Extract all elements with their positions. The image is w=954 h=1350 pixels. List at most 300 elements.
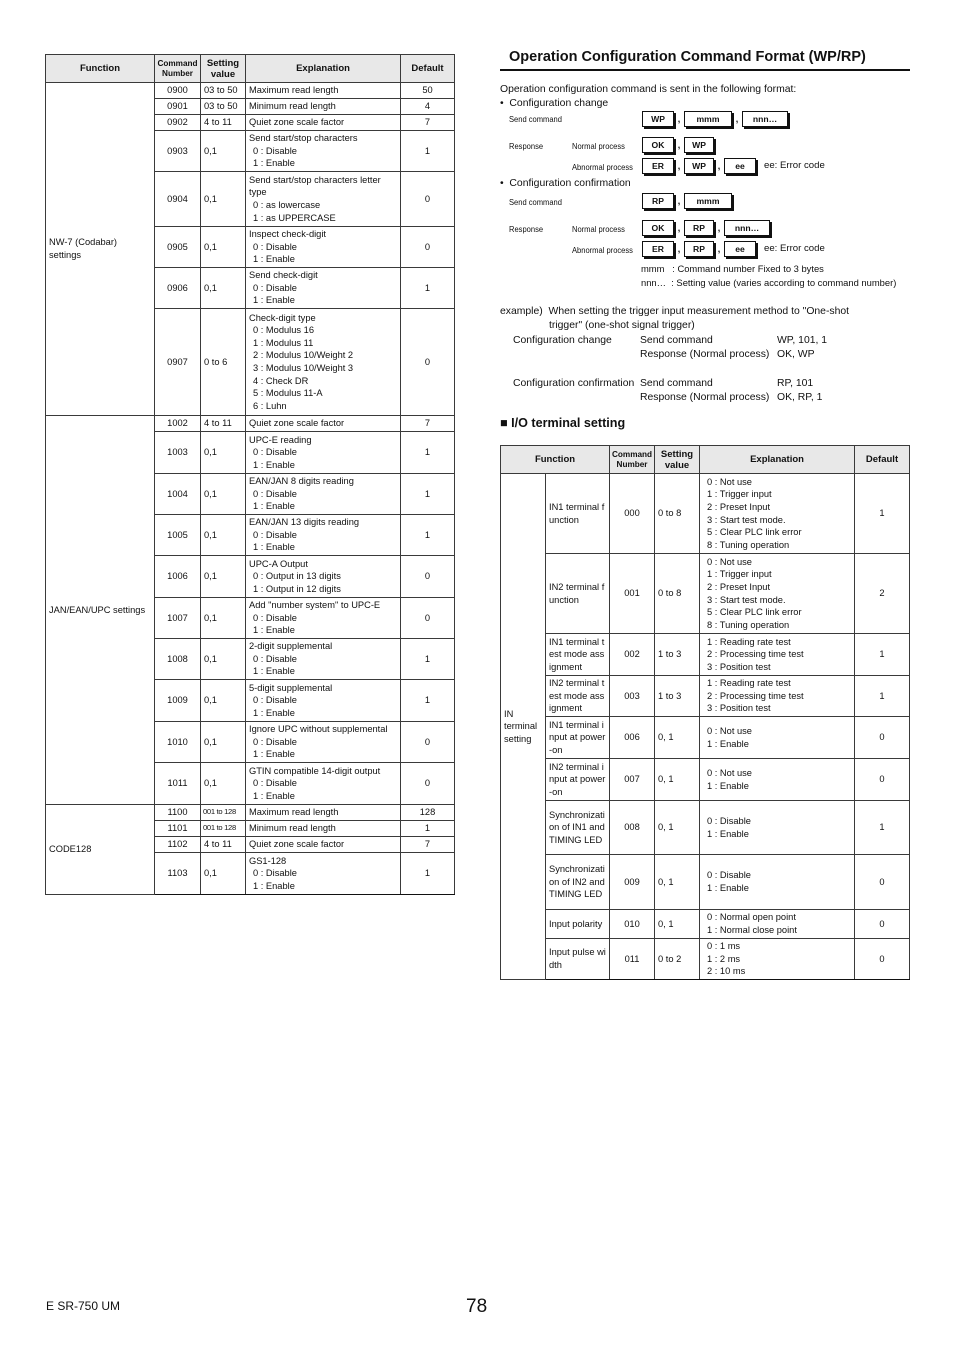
explanation-cell	[700, 759, 855, 801]
example-line-1: example) When setting the trigger input measurement method to "One-shot	[500, 306, 850, 317]
setting-value-cell: 0, 1	[655, 855, 700, 910]
setting-value-cell: 0, 1	[655, 801, 700, 855]
option-line: 1 : Output in 12 digits	[253, 583, 341, 594]
option-line: 1 : 2 ms	[707, 953, 741, 964]
option-line: 1 : Modulus 11	[253, 337, 314, 348]
option-line: 5 : Clear PLC link error	[707, 527, 802, 538]
default-cell: 0	[401, 309, 455, 416]
explanation-cell	[246, 556, 401, 598]
option-line: 1 : Reading rate test	[707, 678, 791, 689]
ee-box: ee	[724, 241, 756, 257]
explanation-cell	[246, 722, 401, 763]
option-line: 0 : Normal open point	[707, 912, 796, 923]
option-line: 1 : Enable	[707, 780, 749, 791]
default-cell: 128	[401, 805, 455, 821]
option-line: 2 : Modulus 10/Weight 2	[253, 350, 354, 361]
explanation-cell	[246, 115, 401, 131]
explanation-cell	[246, 99, 401, 115]
setting-value-cell: 4 to 11	[201, 416, 246, 432]
default-cell: 50	[401, 83, 455, 99]
command-number-cell: 010	[610, 910, 655, 939]
nnn-note: nnn… : Setting value (varies according to command number)	[641, 277, 897, 288]
command-number-cell: 007	[610, 759, 655, 801]
option-line: 0 : as lowercase	[253, 200, 321, 210]
explanation-cell	[246, 172, 401, 227]
option-line: 2 : Processing time test	[707, 690, 804, 701]
option-line: 0 : Disable	[253, 612, 297, 623]
table-row	[46, 416, 455, 432]
ee-box: ee	[724, 158, 756, 174]
er-box: ER	[642, 158, 674, 174]
command-number-cell: 006	[610, 717, 655, 759]
function-cell: IN2 terminal function	[546, 554, 610, 634]
example-send-command: Send command	[640, 378, 713, 389]
command-number-cell: 009	[610, 855, 655, 910]
option-line: 1 : Reading rate test	[707, 636, 791, 647]
explanation-cell	[246, 515, 401, 556]
explanation-line: UPC-A Output	[249, 558, 308, 569]
option-line: 0 : Modulus 16	[253, 325, 314, 336]
explanation-line: 2-digit supplemental	[249, 641, 333, 652]
option-line: 0 : Disable	[253, 695, 297, 706]
send-command-label: Send command	[509, 197, 562, 207]
explanation-cell	[700, 801, 855, 855]
function-cell: IN1 terminal test mode assignment	[546, 634, 610, 676]
setting-value-cell: 001 to 128	[201, 821, 246, 837]
command-number-cell: 008	[610, 801, 655, 855]
command-number-cell: 000	[610, 474, 655, 554]
option-line: 2 : Preset Input	[707, 501, 771, 512]
setting-value-cell: 03 to 50	[201, 99, 246, 115]
explanation-cell	[700, 855, 855, 910]
explanation-cell	[246, 432, 401, 474]
explanation-line: Maximum read length	[249, 807, 339, 818]
explanation-cell	[246, 853, 401, 895]
setting-value-cell: 0,1	[201, 639, 246, 680]
comma: ,	[677, 114, 681, 124]
setting-value-cell: 0,1	[201, 556, 246, 598]
intro-text: Operation configuration command is sent in the following format:	[500, 84, 797, 95]
command-number-cell: 1004	[155, 474, 201, 515]
setting-value-cell: 0,1	[201, 172, 246, 227]
wp-box: WP	[642, 111, 674, 127]
explanation-cell	[246, 598, 401, 639]
option-line: 0 : Disable	[253, 282, 297, 293]
rp-box: RP	[684, 220, 714, 236]
nnn-box: nnn…	[742, 111, 788, 127]
explanation-cell	[700, 634, 855, 676]
abnormal-process-label: Abnormal process	[572, 245, 633, 255]
command-number-cell: 0904	[155, 172, 201, 227]
er-box: ER	[642, 241, 674, 257]
function-cell: Input polarity	[546, 910, 610, 939]
option-line: 5 : Clear PLC link error	[707, 607, 802, 618]
change-abnormal-response-format	[642, 158, 756, 174]
command-number-cell: 1007	[155, 598, 201, 639]
table-row	[501, 759, 910, 801]
table-row	[501, 676, 910, 717]
error-code-note: ee: Error code	[764, 243, 825, 254]
option-line: 1 : Enable	[253, 625, 295, 636]
option-line: 2 : Processing time test	[707, 649, 804, 660]
command-number-cell: 1005	[155, 515, 201, 556]
option-line: 8 : Tuning operation	[707, 619, 790, 630]
explanation-cell	[246, 474, 401, 515]
rp-box: RP	[684, 241, 714, 257]
option-line: 1 : Enable	[253, 459, 295, 470]
section-title: Operation Configuration Command Format (WP/RP)	[500, 45, 910, 71]
setting-value-cell: 0,1	[201, 598, 246, 639]
table-row	[501, 474, 910, 554]
function-cell: Synchronization of IN1 and TIMING LED	[546, 801, 610, 855]
default-cell: 1	[401, 821, 455, 837]
function-cell: Input pulse width	[546, 939, 610, 980]
explanation-line: Send start/stop characters letter type	[249, 174, 381, 198]
header-setting-value: Setting value	[201, 55, 246, 83]
option-line: 0 : Disable	[253, 778, 297, 789]
function-cell: CODE128	[46, 805, 155, 895]
explanation-cell	[246, 805, 401, 821]
barcode-settings-body	[46, 83, 455, 895]
setting-value-cell: 0,1	[201, 432, 246, 474]
function-cell: JAN/EAN/UPC settings	[46, 416, 155, 805]
default-cell: 1	[401, 639, 455, 680]
option-line: 1 : Enable	[253, 295, 295, 306]
comma: ,	[735, 114, 739, 124]
explanation-cell	[246, 837, 401, 853]
option-line: 1 : Normal close point	[707, 925, 797, 935]
header-explanation: Explanation	[700, 446, 855, 474]
manual-id: E SR-750 UM	[46, 1299, 121, 1313]
example-send-command: Send command	[640, 335, 713, 346]
io-terminal-body	[501, 474, 910, 980]
command-number-cell: 011	[610, 939, 655, 980]
option-line: 1 : Enable	[707, 738, 749, 749]
setting-value-cell: 0,1	[201, 722, 246, 763]
explanation-line: Add "number system" to UPC-E	[249, 600, 381, 611]
option-line: 0 : Disable	[253, 653, 297, 664]
default-cell: 0	[401, 556, 455, 598]
default-cell: 7	[401, 416, 455, 432]
comma: ,	[717, 223, 721, 233]
default-cell: 0	[855, 855, 910, 910]
setting-value-cell: 0,1	[201, 853, 246, 895]
option-line: 1 : Enable	[253, 790, 295, 801]
setting-value-cell: 1 to 3	[655, 634, 700, 676]
option-line: 3 : Start test mode.	[707, 594, 786, 605]
explanation-cell	[700, 939, 855, 980]
header-command-number: Command Number	[610, 446, 655, 474]
example-line-2: trigger" (one-shot signal trigger)	[549, 320, 695, 331]
example-config-change: Configuration change	[513, 335, 612, 346]
option-line: 0 : 1 ms	[707, 941, 741, 952]
default-cell: 1	[855, 474, 910, 554]
setting-value-cell: 4 to 11	[201, 115, 246, 131]
change-send-command-format	[642, 111, 788, 127]
header-setting-value: Setting value	[655, 446, 700, 474]
explanation-cell	[246, 227, 401, 268]
explanation-cell	[246, 680, 401, 722]
setting-value-cell: 0,1	[201, 268, 246, 309]
setting-value-cell: 0,1	[201, 131, 246, 172]
ok-box: OK	[642, 220, 674, 236]
option-line: 3 : Position test	[707, 703, 771, 714]
default-cell: 7	[401, 115, 455, 131]
option-line: 3 : Modulus 10/Weight 3	[253, 363, 354, 373]
option-line: 8 : Tuning operation	[707, 539, 790, 550]
option-line: 4 : Check DR	[253, 375, 309, 386]
mmm-box: mmm	[684, 193, 732, 209]
command-number-cell: 1010	[155, 722, 201, 763]
setting-value-cell: 0,1	[201, 680, 246, 722]
explanation-line: Quiet zone scale factor	[249, 117, 345, 128]
default-cell: 1	[401, 680, 455, 722]
option-line: 0 : Not use	[707, 556, 752, 567]
table-row	[501, 717, 910, 759]
explanation-cell	[246, 639, 401, 680]
option-line: 1 : Enable	[253, 542, 295, 553]
option-line: 0 : Disable	[253, 736, 297, 747]
setting-value-cell: 0 to 6	[201, 309, 246, 416]
default-cell: 0	[855, 759, 910, 801]
option-line: 0 : Disable	[253, 868, 297, 879]
explanation-line: Quiet zone scale factor	[249, 839, 345, 850]
explanation-line: EAN/JAN 13 digits reading	[249, 517, 360, 528]
setting-value-cell: 0,1	[201, 763, 246, 805]
setting-value-cell: 0,1	[201, 227, 246, 268]
explanation-cell	[246, 131, 401, 172]
comma: ,	[717, 244, 721, 254]
function-cell: IN2 terminal input at power-on	[546, 759, 610, 801]
option-line: 5 : Modulus 11-A	[253, 388, 323, 399]
option-line: 1 : Enable	[253, 158, 295, 169]
config-confirm-label: • Configuration confirmation	[500, 178, 631, 189]
group-cell: IN terminal setting	[501, 474, 546, 980]
default-cell: 2	[855, 554, 910, 634]
option-line: 2 : 10 ms	[707, 966, 746, 977]
normal-process-label: Normal process	[572, 141, 625, 151]
default-cell: 0	[401, 722, 455, 763]
default-cell: 1	[401, 268, 455, 309]
table-row	[501, 554, 910, 634]
command-number-cell: 0905	[155, 227, 201, 268]
option-line: 0 : Disable	[707, 815, 751, 826]
table-row	[501, 855, 910, 910]
comma: ,	[677, 140, 681, 150]
command-number-cell: 1102	[155, 837, 201, 853]
command-number-cell: 0900	[155, 83, 201, 99]
default-cell: 0	[401, 763, 455, 805]
option-line: 3 : Start test mode.	[707, 514, 786, 525]
comma: ,	[677, 161, 681, 171]
option-line: 1 : Enable	[253, 254, 295, 265]
function-cell: IN2 terminal test mode assignment	[546, 676, 610, 717]
option-line: 0 : Disable	[253, 529, 297, 540]
explanation-line: Inspect check-digit	[249, 229, 326, 240]
option-line: 1 : Enable	[253, 501, 295, 512]
example-confirm-response: OK, RP, 1	[777, 392, 823, 403]
function-cell: IN1 terminal function	[546, 474, 610, 554]
send-command-label: Send command	[509, 114, 562, 124]
table-row	[501, 939, 910, 980]
setting-value-cell: 4 to 11	[201, 837, 246, 853]
explanation-cell	[700, 910, 855, 939]
option-line: 0 : Disable	[707, 870, 751, 881]
default-cell: 0	[855, 939, 910, 980]
command-number-cell: 1003	[155, 432, 201, 474]
explanation-line: 5-digit supplemental	[249, 682, 333, 693]
explanation-cell	[246, 763, 401, 805]
explanation-cell	[700, 554, 855, 634]
option-line: 1 : Enable	[707, 883, 749, 893]
default-cell: 7	[401, 837, 455, 853]
default-cell: 1	[401, 853, 455, 895]
default-cell: 1	[855, 801, 910, 855]
option-line: 6 : Luhn	[253, 400, 287, 411]
explanation-line: UPC-E reading	[249, 434, 312, 445]
explanation-line: Minimum read length	[249, 823, 336, 834]
command-number-cell: 0902	[155, 115, 201, 131]
explanation-cell	[246, 268, 401, 309]
explanation-line: Ignore UPC without supplemental	[249, 724, 388, 735]
default-cell: 1	[401, 131, 455, 172]
example-change-send: WP, 101, 1	[777, 335, 828, 346]
option-line: 1 : Trigger input	[707, 489, 772, 500]
option-line: 1 : as UPPERCASE	[253, 212, 336, 223]
config-change-label: • Configuration change	[500, 98, 609, 109]
default-cell: 0	[401, 172, 455, 227]
option-line: 0 : Not use	[707, 767, 752, 778]
example-response: Response (Normal process)	[640, 392, 770, 403]
command-number-cell: 0906	[155, 268, 201, 309]
example-config-confirm: Configuration confirmation	[513, 378, 635, 389]
io-terminal-table	[500, 445, 910, 980]
ok-box: OK	[642, 137, 674, 153]
confirm-abnormal-response-format	[642, 241, 756, 257]
response-label: Response	[509, 224, 544, 234]
change-normal-response-format	[642, 137, 714, 153]
explanation-cell	[700, 717, 855, 759]
header-function: Function	[46, 55, 155, 83]
command-number-cell: 1008	[155, 639, 201, 680]
option-line: 1 : Enable	[253, 880, 295, 891]
wp-box: WP	[684, 158, 714, 174]
command-number-cell: 1006	[155, 556, 201, 598]
function-cell: NW-7 (Codabar) settings	[46, 83, 155, 416]
default-cell: 1	[401, 474, 455, 515]
command-number-cell: 1009	[155, 680, 201, 722]
explanation-cell	[700, 676, 855, 717]
setting-value-cell: 0 to 8	[655, 474, 700, 554]
setting-value-cell: 0,1	[201, 515, 246, 556]
explanation-line: Send start/stop characters	[249, 133, 358, 144]
command-number-cell: 0907	[155, 309, 201, 416]
explanation-cell	[246, 821, 401, 837]
setting-value-cell: 0 to 2	[655, 939, 700, 980]
confirm-normal-response-format	[642, 220, 770, 236]
example-confirm-send: RP, 101	[777, 378, 814, 389]
setting-value-cell: 001 to 128	[201, 805, 246, 821]
setting-value-cell: 0 to 8	[655, 554, 700, 634]
explanation-cell	[700, 474, 855, 554]
table-row	[46, 805, 455, 821]
default-cell: 1	[855, 676, 910, 717]
comma: ,	[717, 161, 721, 171]
function-cell: IN1 terminal input at power-on	[546, 717, 610, 759]
option-line: 3 : Position test	[707, 661, 771, 672]
comma: ,	[677, 223, 681, 233]
setting-value-cell: 0, 1	[655, 759, 700, 801]
option-line: 0 : Disable	[253, 241, 297, 252]
command-number-cell: 1002	[155, 416, 201, 432]
setting-value-cell: 0, 1	[655, 717, 700, 759]
default-cell: 1	[401, 515, 455, 556]
command-number-cell: 003	[610, 676, 655, 717]
barcode-settings-table	[45, 54, 455, 895]
function-cell: Synchronization of IN2 and TIMING LED	[546, 855, 610, 910]
comma: ,	[677, 244, 681, 254]
explanation-line: Check-digit type	[249, 312, 316, 323]
setting-value-cell: 0,1	[201, 474, 246, 515]
mmm-box: mmm	[684, 111, 732, 127]
command-number-cell: 1100	[155, 805, 201, 821]
command-format-section	[500, 45, 910, 71]
default-cell: 0	[401, 598, 455, 639]
option-line: 1 : Enable	[707, 828, 749, 839]
command-number-cell: 0901	[155, 99, 201, 115]
default-cell: 0	[855, 910, 910, 939]
table-row	[501, 634, 910, 676]
header-explanation: Explanation	[246, 55, 401, 83]
page-number: 78	[466, 1296, 488, 1317]
explanation-line: Send check-digit	[249, 270, 318, 281]
explanation-cell	[246, 83, 401, 99]
table-row	[501, 801, 910, 855]
abnormal-process-label: Abnormal process	[572, 162, 633, 172]
comma: ,	[677, 196, 681, 206]
default-cell: 1	[401, 432, 455, 474]
table-row	[501, 910, 910, 939]
option-line: 1 : Enable	[253, 749, 295, 760]
option-line: 0 : Not use	[707, 725, 752, 736]
explanation-cell	[246, 309, 401, 416]
command-number-cell: 001	[610, 554, 655, 634]
option-line: 1 : Enable	[253, 707, 295, 718]
error-code-note: ee: Error code	[764, 160, 825, 171]
normal-process-label: Normal process	[572, 224, 625, 234]
explanation-line: GS1-128	[249, 855, 287, 866]
mmm-note: mmm : Command number Fixed to 3 bytes	[641, 263, 824, 274]
nnn-box: nnn…	[724, 220, 770, 236]
command-number-cell: 1011	[155, 763, 201, 805]
header-function: Function	[501, 446, 610, 474]
setting-value-cell: 1 to 3	[655, 676, 700, 717]
example-response: Response (Normal process)	[640, 349, 770, 360]
default-cell: 0	[401, 227, 455, 268]
setting-value-cell: 03 to 50	[201, 83, 246, 99]
option-line: 0 : Disable	[253, 447, 297, 458]
example-change-response: OK, WP	[777, 349, 815, 360]
explanation-line: Maximum read length	[249, 85, 339, 96]
option-line: 0 : Disable	[253, 488, 297, 499]
command-number-cell: 1103	[155, 853, 201, 895]
command-number-cell: 0903	[155, 131, 201, 172]
option-line: 0 : Not use	[707, 476, 752, 487]
option-line: 1 : Enable	[253, 666, 295, 677]
command-number-cell: 002	[610, 634, 655, 676]
default-cell: 1	[855, 634, 910, 676]
explanation-line: Minimum read length	[249, 101, 336, 112]
